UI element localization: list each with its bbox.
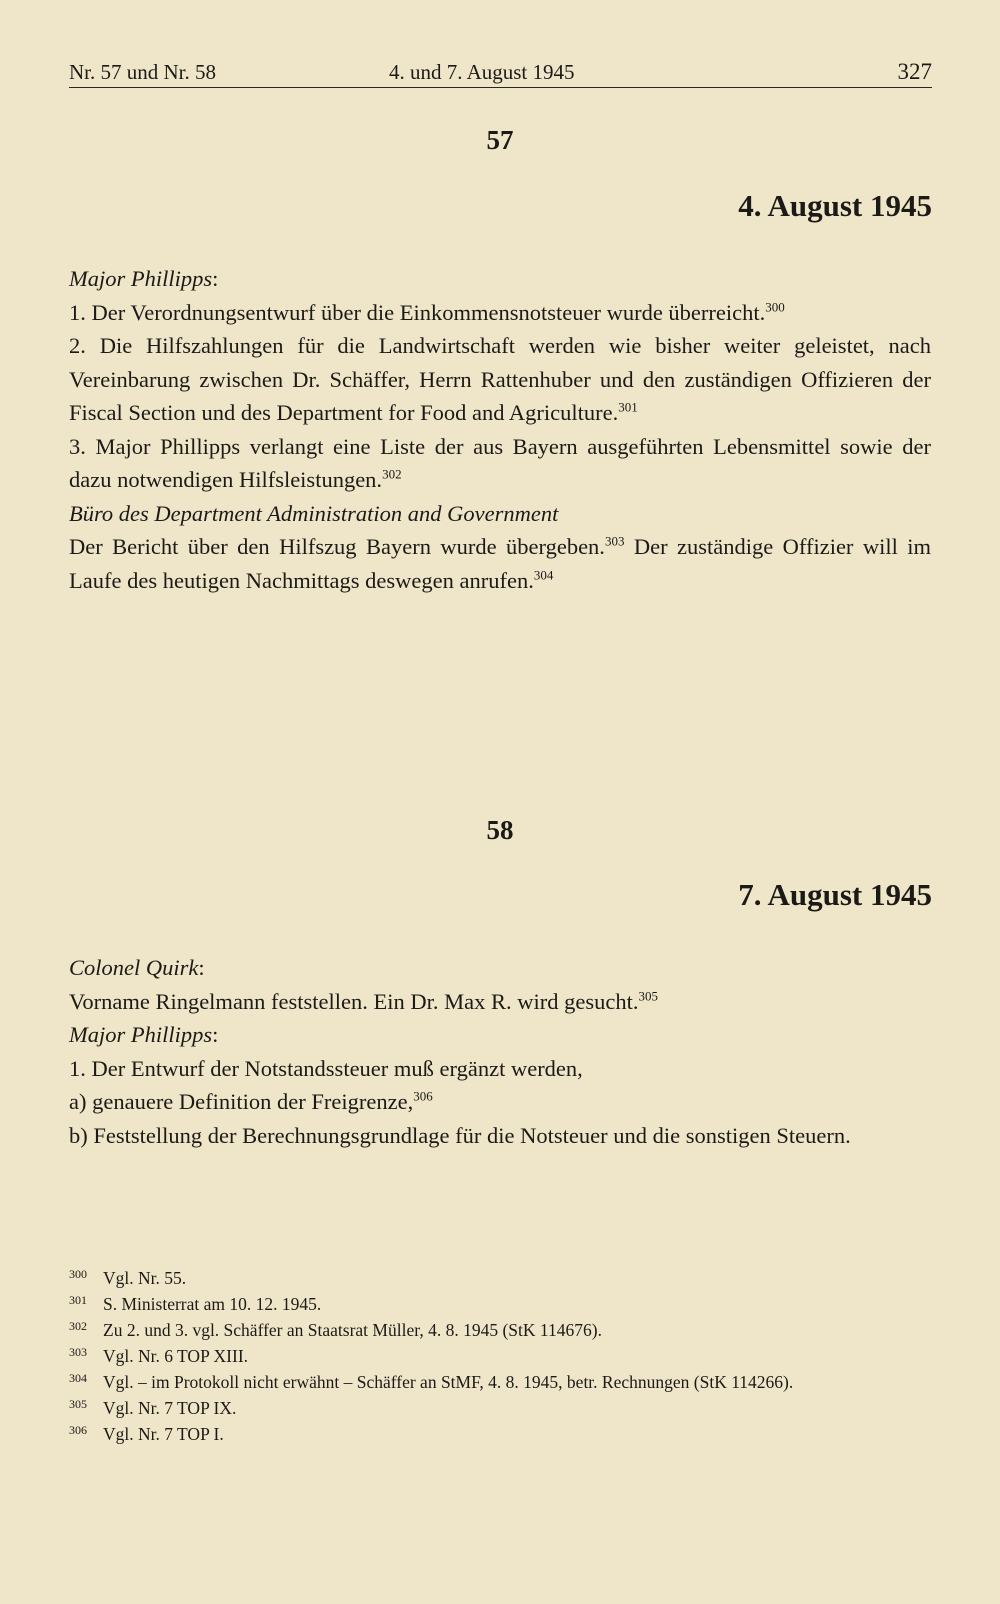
footnote: 303 Vgl. Nr. 6 TOP XIII. (69, 1345, 249, 1366)
speaker-heading: Major Phillipps: (69, 266, 219, 291)
doc-58-body (69, 951, 931, 1152)
paragraph: 2. Die Hilfszahlungen für die Landwirtschaft werden wie bisher weiter geleistet, nach Vereinbarung zwischen Dr. Schäffer, Herrn Rattenhuber und den zuständigen Offizieren der Fiscal Section und des Department for Food and Agriculture.$^{301}$ (69, 333, 931, 425)
paragraph: 1. Der Verordnungsentwurf über die Einkommensnotsteuer wurde überreicht.$^{300}$ (69, 299, 785, 325)
footnote: 301 S. Ministerrat am 10. 12. 1945. (69, 1293, 322, 1314)
footnotes (69, 1265, 931, 1447)
header-dates: 4. und 7. August 1945 (389, 60, 575, 84)
paragraph: Der Bericht über den Hilfszug Bayern wurde übergeben.$^{303}$ Der zuständige Offizier will im Laufe des heutigen Nachmittags deswegen anrufen.$^{304}$ (69, 533, 932, 593)
footnote-ref: 303 (604, 533, 625, 549)
paragraph: a) genauere Definition der Freigrenze,$^{306}$ (69, 1088, 433, 1114)
speaker-heading: Colonel Quirk: (69, 955, 205, 980)
footnote-ref: 302 (382, 466, 402, 482)
footnote: 305 Vgl. Nr. 7 TOP IX. (69, 1397, 237, 1418)
speaker-heading: Büro des Department Administration and Government (69, 500, 559, 526)
page-number: 327 (897, 59, 932, 84)
header-doc-numbers: Nr. 57 und Nr. 58 (69, 60, 216, 84)
doc-57-body (69, 262, 931, 597)
footnote: 304 Vgl. – im Protokoll nicht erwähnt – Schäffer an StMF, 4. 8. 1945, betr. Rechnungen (StK 114266). (69, 1371, 794, 1392)
doc-57-number: 57 (486, 125, 514, 155)
footnote-ref: 301 (618, 399, 638, 415)
footnote-ref: 306 (413, 1088, 433, 1104)
footnote-ref: 300 (765, 299, 785, 314)
footnote: 306 Vgl. Nr. 7 TOP I. (69, 1423, 224, 1444)
paragraph: 1. Der Entwurf der Notstandssteuer muß ergänzt werden, (69, 1055, 583, 1081)
running-header (69, 57, 932, 88)
paragraph: 3. Major Phillipps verlangt eine Liste der aus Bayern ausgeführten Lebensmittel sowie der dazu notwendigen Hilfsleistungen.$^{302}$ (69, 433, 931, 492)
footnote: 302 Zu 2. und 3. vgl. Schäffer an Staatsrat Müller, 4. 8. 1945 (StK 114676). (69, 1319, 602, 1340)
footnote-ref: 305 (638, 988, 658, 1003)
footnote: 300 Vgl. Nr. 55. (69, 1267, 187, 1288)
doc-58-date: 7. August 1945 (738, 877, 932, 912)
doc-58-number: 58 (486, 815, 514, 845)
paragraph: Vorname Ringelmann feststellen. Ein Dr. Max R. wird gesucht.$^{305}$ (69, 988, 658, 1014)
doc-57-date: 4. August 1945 (738, 188, 932, 223)
footnote-ref: 304 (533, 567, 554, 582)
paragraph: b) Feststellung der Berechnungsgrundlage für die Notsteuer und die sonstigen Steuern. (69, 1122, 851, 1148)
speaker-heading: Major Phillipps: (69, 1022, 219, 1047)
